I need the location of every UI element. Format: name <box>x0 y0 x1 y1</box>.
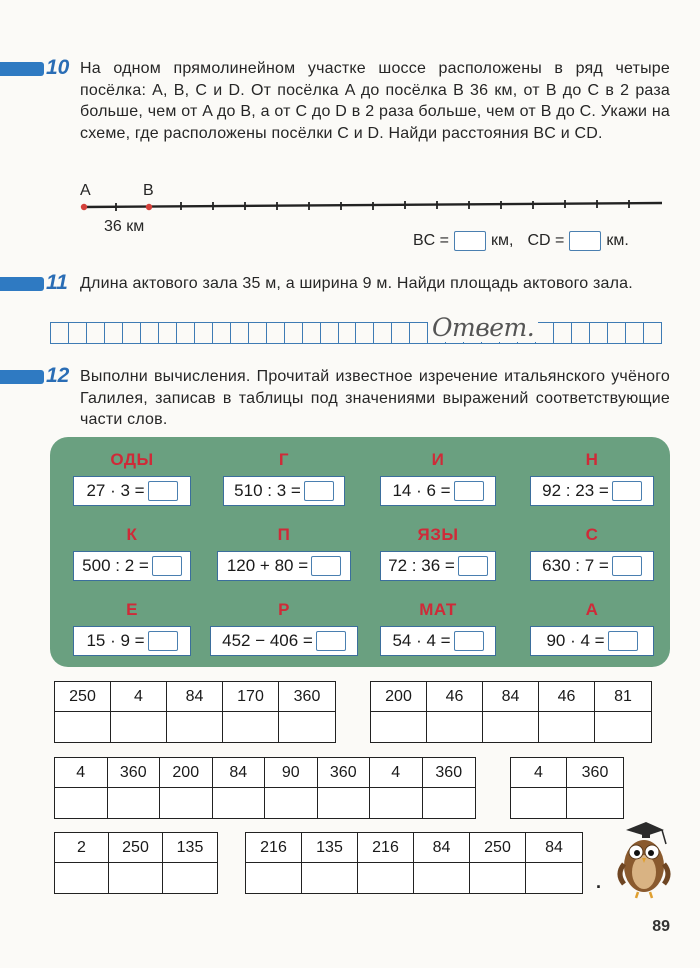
task-text: Выполни вычисления. Прочитай известное изречение итальянского учёного Галилея, записав в таблицы под значениями выражений соответствующие части слов. <box>80 368 670 428</box>
table-value-cell: 135 <box>163 833 217 863</box>
table-answer-cell[interactable] <box>414 863 470 893</box>
table-value-cell: 216 <box>358 833 414 863</box>
table-value-cell: 250 <box>109 833 163 863</box>
answer-grid-cell[interactable] <box>392 323 410 343</box>
table-answer-cell[interactable] <box>470 863 526 893</box>
syllable-label: ОДЫ <box>110 450 154 469</box>
table-answer-cell[interactable] <box>539 712 595 742</box>
expression-card <box>530 551 654 581</box>
answer-table <box>54 681 336 743</box>
answer-grid-cell[interactable] <box>626 323 644 343</box>
expression-text: 630 : 7 = <box>542 556 609 575</box>
answer-table <box>510 757 624 819</box>
expression-card <box>530 626 654 656</box>
expression-card <box>210 626 358 656</box>
table-value-cell: 360 <box>423 758 476 788</box>
table-answer-cell[interactable] <box>423 788 476 818</box>
syllable-label: Н <box>585 450 599 469</box>
expression-card <box>530 476 654 506</box>
point-a-dot <box>81 204 87 210</box>
syllable-label: ЯЗЫ <box>417 525 459 544</box>
expression-text: 54 · 4 = <box>392 631 451 650</box>
syllable-label: С <box>585 525 599 544</box>
km-unit: км. <box>606 232 629 249</box>
answer-grid-cell[interactable] <box>374 323 392 343</box>
table-value-cell: 2 <box>55 833 109 863</box>
answer-grid-cell[interactable] <box>285 323 303 343</box>
expression-answer-box[interactable] <box>454 631 484 651</box>
table-value-cell: 360 <box>108 758 161 788</box>
answer-grid-cell[interactable] <box>267 323 285 343</box>
table-value-cell: 250 <box>470 833 526 863</box>
table-value-cell: 360 <box>279 682 335 712</box>
task-number: 12 <box>46 364 70 387</box>
task-text: На одном прямолинейном участке шоссе расположены в ряд четыре посёлка: A, B, C и D. От посёлка A до посёлка B 36 км, от B до C в 2 раза больше, чем от A до B, а от C до D в 2 раза больше, чем от B до C. Укажи на схеме, где расположены посёлки C и D. Найди расстояния BC и CD. <box>80 60 670 142</box>
table-value-cell: 4 <box>55 758 108 788</box>
answer-grid-cell[interactable] <box>105 323 123 343</box>
table-answer-cell[interactable] <box>160 788 213 818</box>
table-value-cell: 170 <box>223 682 279 712</box>
expression-answer-box[interactable] <box>148 631 178 651</box>
task-number: 11 <box>46 271 68 294</box>
answer-grid-cell[interactable] <box>590 323 608 343</box>
bc-label: BC = <box>413 232 450 249</box>
expression-card <box>73 551 191 581</box>
answer-grid-cell[interactable] <box>249 323 267 343</box>
cd-answer-box[interactable] <box>569 231 601 251</box>
table-answer-cell[interactable] <box>427 712 483 742</box>
table-answer-cell[interactable] <box>511 788 567 818</box>
answer-table <box>370 681 652 743</box>
table-answer-cell[interactable] <box>370 788 423 818</box>
answer-grid-cell[interactable] <box>339 323 357 343</box>
table-answer-cell[interactable] <box>246 863 302 893</box>
answer-table <box>245 832 583 894</box>
table-answer-cell[interactable] <box>302 863 358 893</box>
table-answer-cell[interactable] <box>213 788 266 818</box>
expression-text: 120 + 80 = <box>226 556 309 575</box>
answer-label: Ответ. <box>428 313 538 342</box>
point-b-label: B <box>143 182 154 199</box>
answer-grid-cell[interactable] <box>159 323 177 343</box>
table-value-cell: 4 <box>511 758 567 788</box>
answer-grid-cell[interactable] <box>213 323 231 343</box>
table-answer-cell[interactable] <box>371 712 427 742</box>
answer-grid-cell[interactable] <box>536 323 554 343</box>
syllable-label: П <box>277 525 291 544</box>
table-answer-cell[interactable] <box>358 863 414 893</box>
distance-ab-label: 36 км <box>104 218 145 235</box>
owl-icon <box>612 820 674 900</box>
table-answer-cell[interactable] <box>318 788 371 818</box>
table-answer-cell[interactable] <box>55 863 109 893</box>
table-value-cell: 46 <box>539 682 595 712</box>
table-answer-cell[interactable] <box>223 712 279 742</box>
table-answer-cell[interactable] <box>55 788 108 818</box>
task-marker <box>0 277 44 291</box>
syllable-label: А <box>585 600 599 619</box>
table-value-cell: 200 <box>371 682 427 712</box>
answer-grid-cell[interactable] <box>141 323 159 343</box>
answer-grid-cell[interactable] <box>231 323 249 343</box>
table-value-cell: 84 <box>167 682 223 712</box>
syllable-label: И <box>431 450 445 469</box>
answer-grid-cell[interactable] <box>87 323 105 343</box>
expression-answer-box[interactable] <box>458 556 488 576</box>
answer-grid-cell[interactable] <box>321 323 339 343</box>
expression-text: 27 · 3 = <box>86 481 145 500</box>
table-value-cell: 46 <box>427 682 483 712</box>
table-answer-cell[interactable] <box>163 863 217 893</box>
expression-text: 14 · 6 = <box>392 481 451 500</box>
expression-answer-box[interactable] <box>316 631 346 651</box>
table-value-cell: 250 <box>55 682 111 712</box>
table-value-cell: 84 <box>483 682 539 712</box>
final-dot: . <box>596 872 602 892</box>
syllable-label: К <box>126 525 138 544</box>
table-value-cell: 84 <box>526 833 582 863</box>
table-value-cell: 360 <box>318 758 371 788</box>
answer-table <box>54 832 218 894</box>
answer-grid-cell[interactable] <box>644 323 661 343</box>
answer-grid-cell[interactable] <box>356 323 374 343</box>
table-value-cell: 84 <box>213 758 266 788</box>
table-answer-cell[interactable] <box>279 712 335 742</box>
expression-text: 510 : 3 = <box>234 481 301 500</box>
expression-answer-box[interactable] <box>311 556 341 576</box>
expression-answer-box[interactable] <box>608 631 638 651</box>
point-a-label: A <box>80 182 91 199</box>
task-number: 10 <box>46 56 70 79</box>
table-value-cell: 200 <box>160 758 213 788</box>
task-text: Длина актового зала 35 м, а ширина 9 м. Найди площадь актового зала. <box>80 275 633 292</box>
answer-grid-cell[interactable] <box>51 323 69 343</box>
expressions-panel <box>50 437 670 667</box>
table-value-cell: 90 <box>265 758 318 788</box>
table-answer-cell[interactable] <box>595 712 651 742</box>
expression-card <box>73 626 191 656</box>
table-value-cell: 84 <box>414 833 470 863</box>
expression-answer-box[interactable] <box>454 481 484 501</box>
table-value-cell: 135 <box>302 833 358 863</box>
table-answer-cell[interactable] <box>167 712 223 742</box>
answer-grid-cell[interactable] <box>410 323 428 343</box>
table-answer-cell[interactable] <box>265 788 318 818</box>
expression-text: 90 · 4 = <box>546 631 605 650</box>
expression-text: 72 : 36 = <box>388 556 455 575</box>
syllable-label: Г <box>278 450 290 469</box>
point-b-dot <box>146 204 152 210</box>
table-value-cell: 4 <box>111 682 167 712</box>
table-answer-cell[interactable] <box>483 712 539 742</box>
expression-card <box>380 626 496 656</box>
expression-answer-box[interactable] <box>304 481 334 501</box>
answer-grid-cell[interactable] <box>195 323 213 343</box>
page-number: 89 <box>652 918 670 935</box>
answer-grid-cell[interactable] <box>608 323 626 343</box>
task10-answer-row <box>413 231 629 251</box>
table-value-cell: 4 <box>370 758 423 788</box>
expression-answer-box[interactable] <box>148 481 178 501</box>
table-answer-cell[interactable] <box>108 788 161 818</box>
task-marker <box>0 370 44 384</box>
table-answer-cell[interactable] <box>55 712 111 742</box>
table-value-cell: 216 <box>246 833 302 863</box>
table-answer-cell[interactable] <box>111 712 167 742</box>
expression-text: 15 · 9 = <box>86 631 145 650</box>
answer-grid-cell[interactable] <box>177 323 195 343</box>
table-value-cell: 360 <box>567 758 623 788</box>
syllable-label: Е <box>126 600 138 619</box>
syllable-label: МАТ <box>419 600 457 619</box>
expression-card <box>380 551 496 581</box>
answer-grid-cell[interactable] <box>572 323 590 343</box>
expression-text: 452 − 406 = <box>222 631 313 650</box>
expression-card <box>217 551 351 581</box>
answer-grid-cell[interactable] <box>123 323 141 343</box>
expression-card <box>223 476 345 506</box>
expression-text: 92 : 23 = <box>542 481 609 500</box>
answer-table <box>54 757 476 819</box>
table-value-cell: 81 <box>595 682 651 712</box>
answer-grid-cell[interactable] <box>554 323 572 343</box>
syllable-label: Р <box>278 600 290 619</box>
expression-answer-box[interactable] <box>612 556 642 576</box>
table-answer-cell[interactable] <box>109 863 163 893</box>
expression-answer-box[interactable] <box>612 481 642 501</box>
bc-answer-box[interactable] <box>454 231 486 251</box>
expression-card <box>73 476 191 506</box>
table-answer-cell[interactable] <box>526 863 582 893</box>
table-answer-cell[interactable] <box>567 788 623 818</box>
cd-label: CD = <box>527 232 565 249</box>
expression-card <box>380 476 496 506</box>
answer-grid-cell[interactable] <box>69 323 87 343</box>
km-unit: км, <box>491 232 514 249</box>
expression-text: 500 : 2 = <box>82 556 149 575</box>
expression-answer-box[interactable] <box>152 556 182 576</box>
answer-grid-strip[interactable] <box>50 322 662 344</box>
answer-grid-cell[interactable] <box>303 323 321 343</box>
